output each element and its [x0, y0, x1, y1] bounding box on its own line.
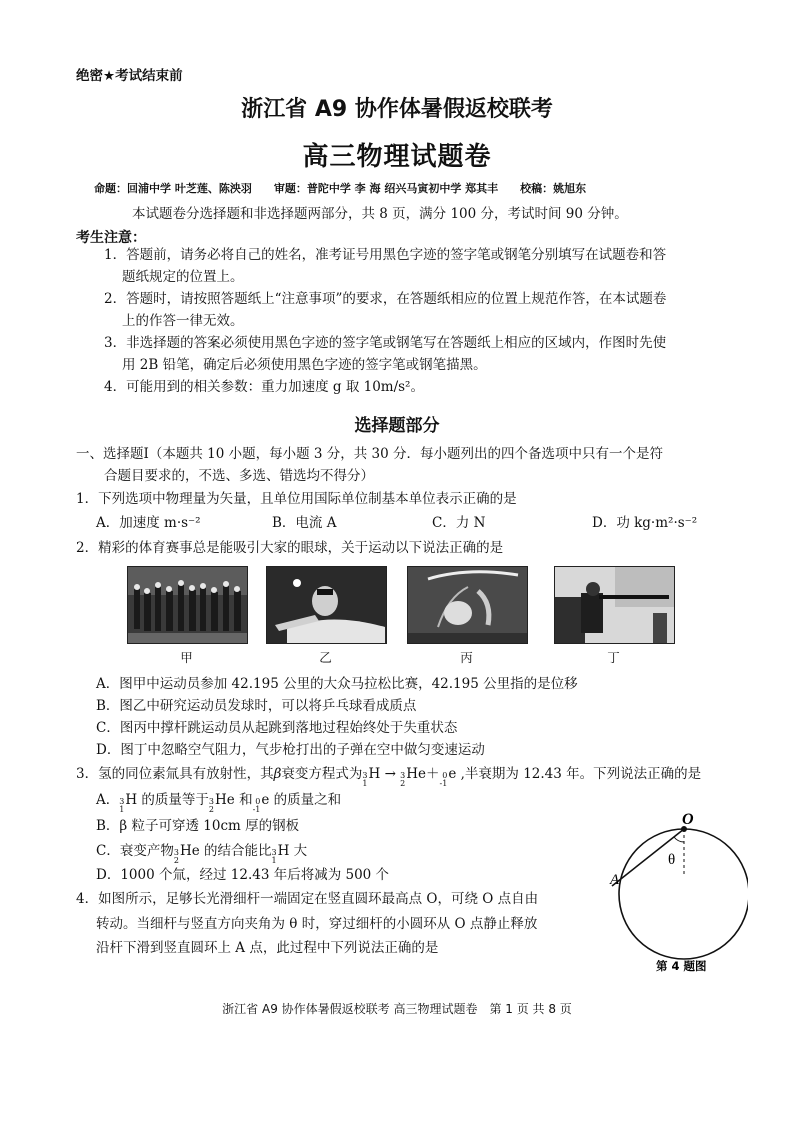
q3-option-b: B．β 粒子可穿透 10cm 厚的钢板 [96, 818, 300, 834]
q2-option-c: C．图丙中撑杆跳运动员从起跳到落地过程始终处于失重状态 [96, 720, 458, 736]
photo-label-bing: 丙 [460, 650, 473, 665]
paper-intro: 本试题卷分选择题和非选择题两部分，共 8 页，满分 100 分，考试时间 90 分钟。 [132, 206, 628, 222]
q1-option-a: A．加速度 m·s⁻² [96, 515, 201, 531]
photo-label-yi: 乙 [319, 650, 332, 665]
notice-item-1: 1．答题前，请务必将自己的姓名，准考证号用黑色字迹的签字笔或钢笔分别填写在试题卷和答 [104, 247, 667, 263]
label-o: O [682, 811, 694, 828]
q3-stem: 3．氢的同位素氚具有放射性，其β衰变方程式为 3 1 H → 3 2 He＋ 0 -1 e ,半衰期为 12.43 年。下列说法正确的是 [76, 766, 702, 788]
q4-figure [598, 808, 748, 978]
q4-stem-line3: 沿杆下滑到竖直圆环上 A 点，此过程中下列说法正确的是 [96, 940, 439, 956]
section-title: 选择题部分 [354, 416, 440, 436]
q3-option-d: D．1000 个氚，经过 12.43 年后将减为 500 个 [96, 867, 390, 883]
notice-item-3-cont: 用 2B 铅笔，确定后必须使用黑色字迹的签字笔或钢笔描黑。 [122, 357, 487, 373]
q1-option-d: D．功 kg·m²·s⁻² [592, 515, 698, 531]
photo-label-jia: 甲 [180, 650, 193, 665]
q2-option-a: A．图甲中运动员参加 42.195 公里的大众马拉松比赛，42.195 公里指的是位移 [96, 676, 578, 692]
exam-title: 浙江省 A9 协作体暑假返校联考 [241, 97, 553, 122]
confidential-mark: 绝密★考试结束前 [76, 68, 183, 84]
q3-stem-part3: e ,半衰期为 12.43 年。下列说法正确的是 [448, 766, 702, 782]
q1-stem: 1．下列选项中物理量为矢量，且单位用国际单位制基本单位表示正确的是 [76, 491, 517, 507]
author-proofreader: 校稿：姚旭东 [520, 182, 587, 195]
q3-eq-h: H → [368, 766, 401, 782]
q4-stem-line1: 4．如图所示，足够长光滑细杆一端固定在竖直圆环最高点 O，可绕 O 点自由 [76, 891, 539, 907]
q3-a-text1: H 的质量等于 [125, 792, 209, 808]
q1-option-c: C．力 N [432, 515, 486, 531]
photo-label-ding: 丁 [607, 650, 620, 665]
label-a: A [610, 872, 620, 888]
q2-option-b: B．图乙中研究运动员发球时，可以将乒乓球看成质点 [96, 698, 417, 714]
author-line [94, 180, 608, 196]
q3-c-text3: H 大 [277, 843, 308, 859]
notice-item-4: 4．可能用到的相关参数：重力加速度 g 取 10m/s²。 [104, 379, 424, 395]
q3-option-a: A． 3 1 H 的质量等于 3 2 He 和 0 -1 e 的质量之和 [96, 792, 342, 814]
notice-heading: 考生注意： [76, 230, 146, 246]
q3-eq-he: He＋ [406, 766, 440, 782]
q4-stem-line2: 转动。当细杆与竖直方向夹角为 θ 时，穿过细杆的小圆环从 O 点静止释放 [96, 916, 538, 932]
q3-option-c: C．衰变产物 3 2 He 的结合能比 3 1 H 大 [96, 843, 308, 865]
table-tennis-photo [266, 566, 387, 644]
q3-a-label: A． [96, 792, 120, 808]
part1-header-cont: 合题目要求的，不选、多选、错选均不得分） [104, 468, 374, 484]
q3-beta: β [273, 766, 282, 782]
label-theta: θ [668, 852, 676, 868]
notice-item-2-cont: 上的作答一律无效。 [122, 313, 244, 329]
q1-option-b: B．电流 A [272, 515, 337, 531]
author-setter: 命题：回浦中学 叶芝莲、陈泱羽 [94, 182, 252, 195]
author-reviewer: 审题：普陀中学 李 海 绍兴马寅初中学 郑其丰 [273, 182, 499, 195]
notice-item-1-cont: 题纸规定的位置上。 [122, 269, 244, 285]
notice-item-2: 2．答题时，请按照答题纸上“注意事项”的要求，在答题纸相应的位置上规范作答，在本试题卷 [104, 291, 667, 307]
q3-c-text2: He 的结合能比 [179, 843, 272, 859]
marathon-photo [127, 566, 248, 644]
q3-c-text1: C．衰变产物 [96, 843, 174, 859]
air-rifle-photo [554, 566, 675, 644]
angle-arc [674, 837, 684, 842]
pole-vault-photo [407, 566, 528, 644]
notice-item-3: 3．非选择题的答案必须使用黑色字迹的签字笔或钢笔写在答题纸上相应的区域内，作图时先使 [104, 335, 667, 351]
q3-stem-part1: 3．氢的同位素氚具有放射性，其 [76, 766, 274, 782]
q2-option-d: D．图丁中忽略空气阻力，气步枪打出的子弹在空中做匀变速运动 [96, 742, 485, 758]
paper-title: 高三物理试题卷 [302, 142, 492, 172]
page-footer: 浙江省 A9 协作体暑假返校联考 高三物理试题卷 第 1 页 共 8 页 [222, 1002, 572, 1016]
part1-header: 一、选择题Ⅰ（本题共 10 小题，每小题 3 分，共 30 分．每小题列出的四个备选项中只有一个是符 [76, 446, 664, 462]
q3-a-text3: e 的质量之和 [261, 792, 342, 808]
q2-stem: 2．精彩的体育赛事总是能吸引大家的眼球，关于运动以下说法正确的是 [76, 540, 504, 556]
q3-a-text2: He 和 [215, 792, 253, 808]
q4-figure-caption: 第 4 题图 [656, 959, 707, 973]
q3-stem-part2: 衰变方程式为 [281, 766, 363, 782]
